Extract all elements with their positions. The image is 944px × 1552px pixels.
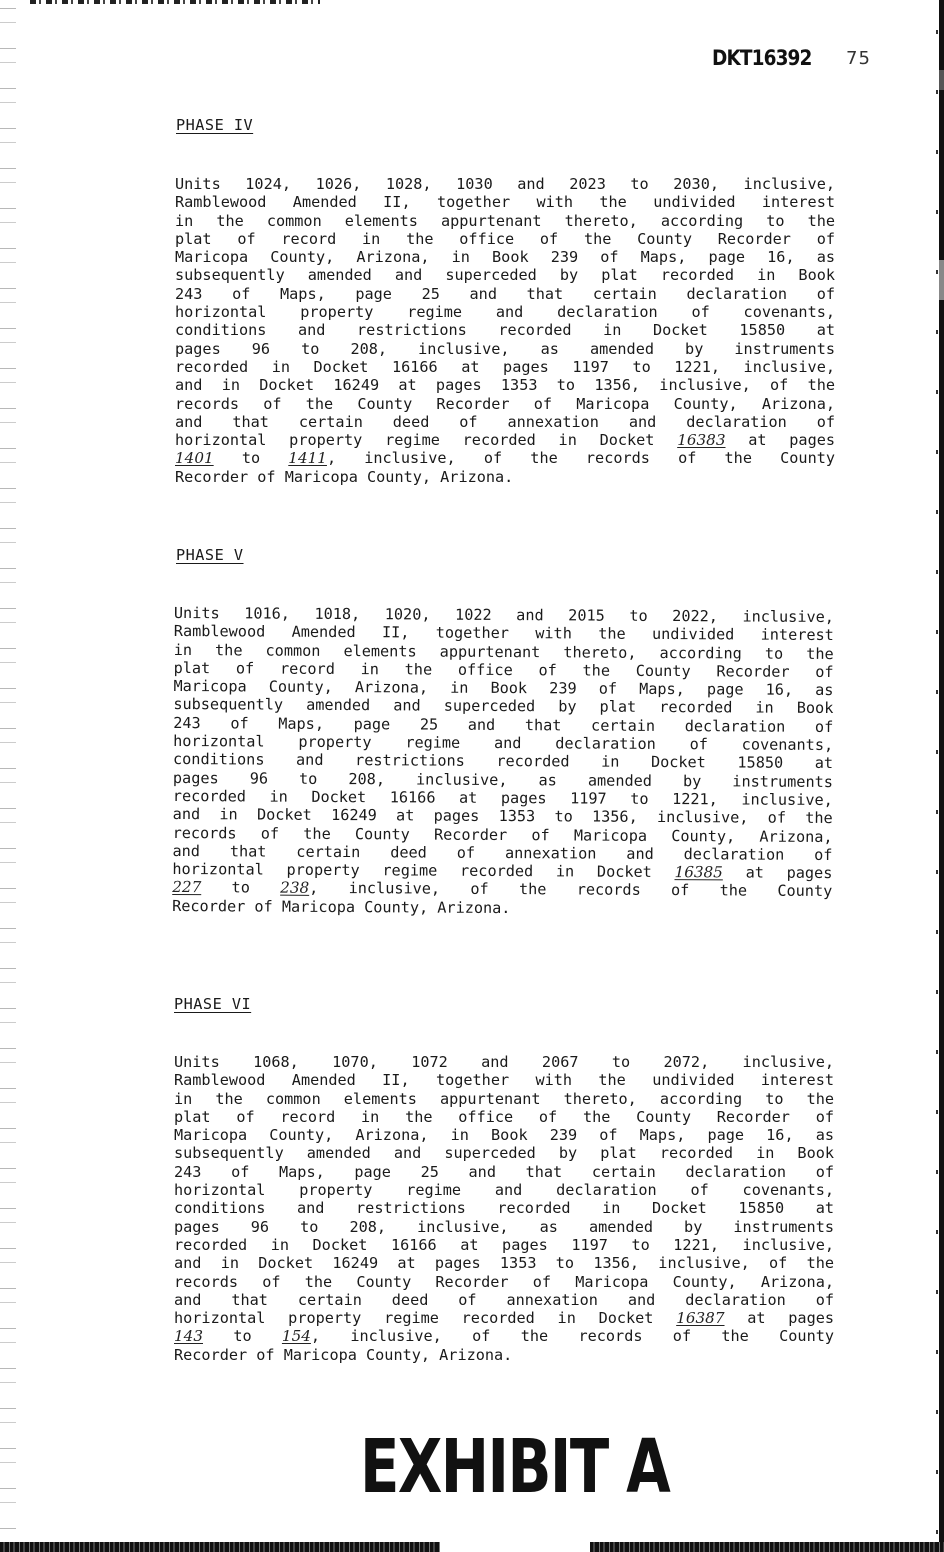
typed-text: Ramblewood Amended II, together with the undivided interest	[173, 622, 834, 645]
handwritten-entry: 238	[280, 879, 310, 898]
typed-text: at pages	[725, 431, 835, 450]
typed-text: to	[203, 1327, 282, 1346]
typed-text: subsequently amended and superceded by plat recorded in Book	[174, 1144, 834, 1163]
typed-text: 243 of Maps, page 25 and that certain declaration of	[173, 713, 834, 736]
typed-text: Recorder of Maricopa County, Arizona.	[175, 467, 514, 486]
typed-text: conditions and restrictions recorded in Docket 15850 at	[175, 321, 835, 340]
typed-text: recorded in Docket 16166 at pages 1197 to 1221, inclusive,	[175, 357, 835, 376]
text-line	[174, 1163, 834, 1181]
typed-text: Units 1016, 1018, 1020, 1022 and 2015 to 2022, inclusive,	[173, 604, 834, 627]
typed-text: and in Docket 16249 at pages 1353 to 1356, inclusive, of the	[175, 376, 835, 395]
text-line	[174, 1218, 834, 1236]
scan-artifact-left-margin	[0, 0, 16, 1552]
text-line	[175, 468, 835, 486]
typed-text: at pages	[724, 1309, 834, 1328]
typed-text: Maricopa County, Arizona, in Book 239 of Maps, page 16, as	[173, 677, 834, 700]
typed-text: horizontal property regime and declaration of covenants,	[175, 303, 835, 322]
typed-text: and in Docket 16249 at pages 1353 to 1356, inclusive, of the	[172, 805, 833, 828]
text-line	[175, 358, 835, 376]
scan-artifact-bottom-gap	[440, 1542, 590, 1552]
text-line	[174, 1273, 834, 1291]
text-line	[175, 266, 835, 284]
scan-artifact-right-edge-inner	[936, 0, 938, 1552]
handwritten-entry: 1401	[175, 449, 214, 468]
typed-text: records of the County Recorder of Maricopa County, Arizona,	[175, 394, 835, 413]
typed-text: Ramblewood Amended II, together with the undivided interest	[175, 193, 835, 212]
handwritten-entry: 143	[174, 1327, 203, 1346]
typed-text: conditions and restrictions recorded in Docket 15850 at	[172, 750, 834, 773]
typed-text: Units 1068, 1070, 1072 and 2067 to 2072, inclusive,	[174, 1053, 834, 1071]
typed-text: horizontal property regime recorded in Docket	[174, 1309, 677, 1328]
typed-text: and that certain deed of annexation and declaration of	[175, 412, 835, 431]
text-line	[174, 1291, 834, 1309]
text-line	[175, 376, 835, 394]
typed-text: subsequently amended and superceded by plat recorded in Book	[173, 695, 834, 718]
typed-text: 243 of Maps, page 25 and that certain declaration of	[174, 1162, 834, 1181]
handwritten-entry: 16383	[677, 431, 726, 450]
docket-number-stamp: DKT16392	[712, 46, 812, 70]
text-line	[174, 1126, 834, 1144]
typed-text: Recorder of Maricopa County, Arizona.	[172, 896, 511, 917]
phase-vi-paragraph	[174, 1053, 834, 1364]
text-line	[175, 303, 835, 321]
typed-text: pages 96 to 208, inclusive, as amended by instruments	[174, 1217, 834, 1236]
text-line	[175, 321, 835, 339]
text-line	[174, 1309, 834, 1327]
phase-v-paragraph	[172, 604, 834, 919]
text-line	[175, 193, 835, 211]
text-line	[174, 1254, 834, 1272]
text-line	[175, 248, 835, 266]
typed-text: in the common elements appurtenant thereto, according to the	[173, 640, 834, 663]
text-line	[175, 212, 835, 230]
handwritten-entry: 16385	[674, 863, 723, 882]
typed-text: and that certain deed of annexation and declaration of	[172, 841, 833, 864]
typed-text: plat of record in the office of the County Recorder of	[173, 658, 834, 681]
text-line	[174, 1199, 834, 1217]
handwritten-entry: 227	[172, 878, 202, 897]
phase-iv-paragraph	[175, 175, 835, 486]
phase-vi-heading: PHASE VI	[174, 995, 252, 1013]
typed-text: in the common elements appurtenant thereto, according to the	[174, 1089, 834, 1108]
typed-text: , inclusive, of the records of the County	[309, 879, 833, 901]
typed-text: Maricopa County, Arizona, in Book 239 of Maps, page 16, as	[175, 248, 835, 267]
typed-text: Maricopa County, Arizona, in Book 239 of Maps, page 16, as	[174, 1126, 834, 1145]
text-line	[175, 449, 835, 467]
typed-text: horizontal property regime recorded in Docket	[172, 860, 675, 882]
typed-text: horizontal property regime and declaration of covenants,	[174, 1181, 834, 1200]
text-line	[174, 1108, 834, 1126]
typed-text: to	[201, 878, 281, 898]
handwritten-entry: 1411	[288, 449, 327, 468]
typed-text: records of the County Recorder of Maricopa County, Arizona,	[172, 823, 833, 846]
typed-text: plat of record in the office of the County Recorder of	[174, 1107, 834, 1126]
handwritten-entry: 16387	[676, 1309, 725, 1328]
scan-artifact-top	[30, 0, 320, 4]
typed-text: pages 96 to 208, inclusive, as amended by instruments	[172, 768, 833, 791]
text-line	[175, 230, 835, 248]
text-line	[175, 431, 835, 449]
page-number: 75	[846, 48, 871, 69]
typed-text: , inclusive, of the records of the County	[310, 1327, 835, 1346]
typed-text: Recorder of Maricopa County, Arizona.	[174, 1345, 513, 1364]
typed-text: and in Docket 16249 at pages 1353 to 1356, inclusive, of the	[174, 1254, 834, 1273]
typed-text: conditions and restrictions recorded in Docket 15850 at	[174, 1199, 834, 1218]
text-line	[175, 285, 835, 303]
phase-v-heading: PHASE V	[176, 546, 244, 564]
typed-text: recorded in Docket 16166 at pages 1197 to 1221, inclusive,	[174, 1235, 834, 1254]
text-line	[174, 1346, 834, 1364]
text-line	[175, 340, 835, 358]
text-line	[175, 413, 835, 431]
handwritten-entry: 154	[281, 1327, 311, 1346]
typed-text: plat of record in the office of the County Recorder of	[175, 229, 835, 248]
typed-text: Ramblewood Amended II, together with the undivided interest	[174, 1071, 834, 1090]
typed-text: recorded in Docket 16166 at pages 1197 to 1221, inclusive,	[172, 786, 833, 809]
text-line	[174, 1144, 834, 1162]
typed-text: to	[213, 449, 289, 468]
typed-text: Units 1024, 1026, 1028, 1030 and 2023 to 2030, inclusive,	[175, 175, 835, 193]
phase-iv-heading: PHASE IV	[176, 116, 254, 134]
typed-text: at pages	[722, 863, 833, 883]
typed-text: records of the County Recorder of Maricopa County, Arizona,	[174, 1272, 834, 1291]
typed-text: subsequently amended and superceded by plat recorded in Book	[175, 266, 835, 285]
text-line	[174, 1236, 834, 1254]
text-line	[174, 1181, 834, 1199]
text-line	[175, 175, 835, 193]
text-line	[174, 1071, 834, 1089]
typed-text: , inclusive, of the records of the County	[326, 449, 835, 468]
text-line	[174, 1053, 834, 1071]
typed-text: and that certain deed of annexation and declaration of	[174, 1290, 834, 1309]
typed-text: 243 of Maps, page 25 and that certain declaration of	[175, 284, 835, 303]
text-line	[174, 1327, 834, 1345]
scan-artifact-right-edge	[939, 0, 944, 1552]
typed-text: horizontal property regime and declaration of covenants,	[173, 732, 834, 755]
text-line	[175, 395, 835, 413]
exhibit-label: EXHIBIT A	[360, 1424, 670, 1510]
text-line	[174, 1090, 834, 1108]
typed-text: horizontal property regime recorded in Docket	[175, 431, 678, 450]
typed-text: in the common elements appurtenant thereto, according to the	[175, 211, 835, 230]
typed-text: pages 96 to 208, inclusive, as amended by instruments	[175, 339, 835, 358]
